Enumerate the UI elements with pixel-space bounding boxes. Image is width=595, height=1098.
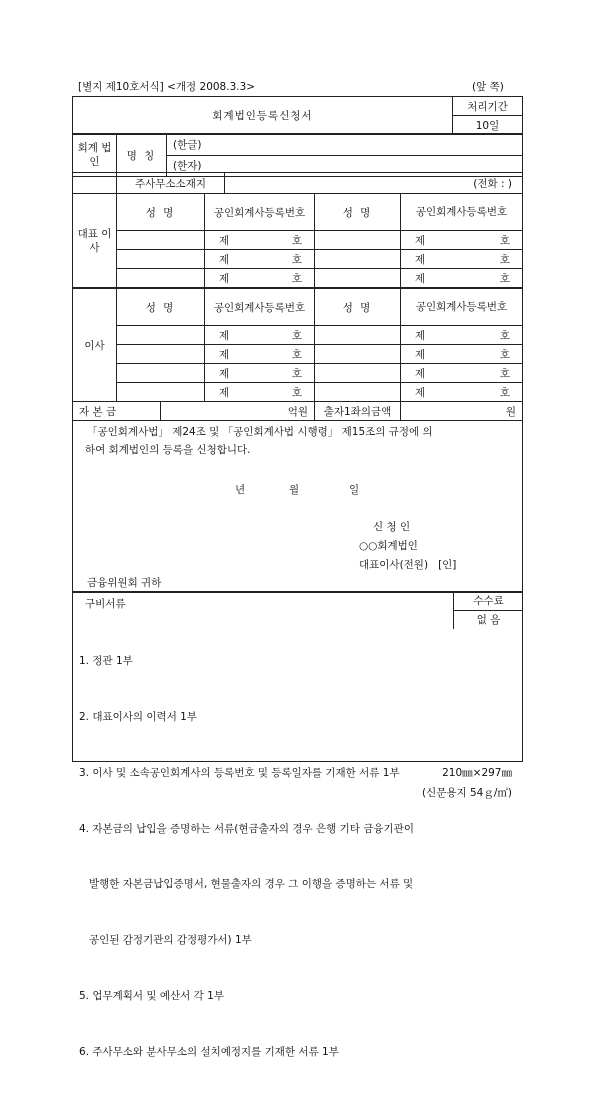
rep-directors-table bbox=[72, 193, 523, 288]
documents-list bbox=[79, 615, 414, 1098]
directors-table bbox=[72, 288, 523, 402]
col-regno-1: 공인회계사등록번호 bbox=[205, 289, 315, 326]
capital-amount-field[interactable]: 억원 bbox=[161, 402, 315, 421]
capital-table bbox=[72, 401, 523, 421]
date-day: 일 bbox=[349, 484, 360, 496]
document-item: 5. 업무계획서 및 예산서 각 1부 bbox=[79, 989, 224, 1002]
document-item: 6. 주사무소와 분사무소의 설치예정지를 기재한 서류 1부 bbox=[79, 1045, 339, 1058]
office-address-field[interactable]: (전화 : ) bbox=[225, 173, 523, 194]
applicant-label: 신 청 인 bbox=[373, 521, 411, 533]
document-item: 2. 대표이사의 이력서 1부 bbox=[79, 710, 197, 723]
investment-label: 출자1좌의금액 bbox=[315, 402, 401, 421]
rep-regno-field[interactable]: 제 호 bbox=[415, 253, 510, 266]
col-name-1: 성 명 bbox=[117, 289, 205, 326]
document-item: 발행한 자본금납입증명서, 현물출자의 경우 그 이행을 증명하는 서류 및 bbox=[79, 878, 414, 891]
applicant-signature[interactable]: 대표이사(전원) [인] bbox=[359, 559, 457, 571]
title-table bbox=[72, 96, 523, 135]
form-title: 회계법인등록신청서 bbox=[73, 97, 453, 135]
director-name-field[interactable] bbox=[117, 326, 205, 345]
rep-directors-label: 대표 이사 bbox=[73, 194, 117, 288]
firm-table bbox=[72, 133, 523, 177]
rep-regno-field[interactable]: 제 호 bbox=[219, 234, 302, 247]
director-regno-field[interactable]: 제 호 bbox=[415, 386, 510, 399]
col-name-2: 성 명 bbox=[315, 194, 401, 231]
director-regno-field[interactable]: 제 호 bbox=[415, 367, 510, 380]
document-item: 공인된 감정기관의 감정평가서) 1부 bbox=[79, 934, 252, 947]
paper-size: 210㎜×297㎜ bbox=[442, 767, 512, 779]
director-name-field[interactable] bbox=[315, 383, 401, 402]
col-regno-2: 공인회계사등록번호 bbox=[401, 194, 523, 231]
col-regno-1: 공인회계사등록번호 bbox=[205, 194, 315, 231]
firm-name-korean-field[interactable]: (한글) bbox=[167, 134, 523, 156]
processing-value: 10일 bbox=[453, 116, 523, 135]
capital-label: 자 본 금 bbox=[73, 402, 161, 421]
rep-regno-field[interactable]: 제 호 bbox=[219, 253, 302, 266]
document-item: 1. 정관 1부 bbox=[79, 655, 133, 668]
director-name-field[interactable] bbox=[117, 364, 205, 383]
director-name-field[interactable] bbox=[117, 383, 205, 402]
col-name-2: 성 명 bbox=[315, 289, 401, 326]
fee-box bbox=[453, 593, 523, 629]
col-regno-2: 공인회계사등록번호 bbox=[401, 289, 523, 326]
rep-name-field[interactable] bbox=[315, 269, 401, 288]
rep-name-field[interactable] bbox=[315, 231, 401, 250]
documents-title: 구비서류 bbox=[85, 598, 126, 610]
firm-group-label: 회계 법인 bbox=[73, 134, 117, 177]
rep-regno-field[interactable]: 제 호 bbox=[415, 272, 510, 285]
office-blank bbox=[73, 173, 117, 194]
form-number: [별지 제10호서식] <개정 2008.3.3> bbox=[78, 81, 256, 93]
rep-regno-field[interactable]: 제 호 bbox=[415, 234, 510, 247]
director-regno-field[interactable]: 제 호 bbox=[219, 329, 302, 342]
firm-name-hanja-field[interactable]: (한자) bbox=[167, 155, 523, 177]
rep-name-field[interactable] bbox=[117, 269, 205, 288]
firm-name-label: 명 칭 bbox=[117, 134, 167, 177]
director-name-field[interactable] bbox=[117, 345, 205, 364]
rep-name-field[interactable] bbox=[117, 250, 205, 269]
directors-label: 이사 bbox=[73, 289, 117, 402]
director-name-field[interactable] bbox=[315, 326, 401, 345]
office-table bbox=[72, 172, 523, 194]
paper-spec: (신문용지 54ｇ/㎡) bbox=[421, 787, 512, 799]
director-regno-field[interactable]: 제 호 bbox=[219, 367, 302, 380]
rep-regno-field[interactable]: 제 호 bbox=[219, 272, 302, 285]
document-item: 3. 이사 및 소속공인회계사의 등록번호 및 등록일자를 기재한 서류 1부 bbox=[79, 766, 400, 779]
rep-name-field[interactable] bbox=[315, 250, 401, 269]
date-month: 월 bbox=[289, 484, 300, 496]
statement-line2: 하여 회계법인의 등록을 신청합니다. bbox=[85, 444, 251, 456]
addressee: 금융위원회 귀하 bbox=[87, 577, 162, 589]
date-year: 년 bbox=[235, 484, 246, 496]
processing-label: 처리기간 bbox=[453, 97, 523, 116]
director-regno-field[interactable]: 제 호 bbox=[219, 348, 302, 361]
director-regno-field[interactable]: 제 호 bbox=[415, 329, 510, 342]
office-label: 주사무소소재지 bbox=[117, 173, 225, 194]
director-regno-field[interactable]: 제 호 bbox=[415, 348, 510, 361]
statement-line1: 「공인회계사법」 제24조 및 「공인회계사법 시행령」 제15조의 규정에 의 bbox=[87, 426, 433, 438]
director-name-field[interactable] bbox=[315, 364, 401, 383]
page-side-label: (앞 쪽) bbox=[472, 81, 504, 93]
document-item: 4. 자본금의 납입을 증명하는 서류(현금출자의 경우 은행 기타 금융기관이 bbox=[79, 822, 414, 835]
director-name-field[interactable] bbox=[315, 345, 401, 364]
statement-box bbox=[72, 420, 523, 592]
investment-amount-field[interactable]: 원 bbox=[401, 402, 523, 421]
col-name-1: 성 명 bbox=[117, 194, 205, 231]
fee-value: 없 음 bbox=[476, 614, 501, 626]
director-regno-field[interactable]: 제 호 bbox=[219, 386, 302, 399]
rep-name-field[interactable] bbox=[117, 231, 205, 250]
fee-label: 수수료 bbox=[454, 593, 523, 611]
applicant-firm: ○○회계법인 bbox=[359, 540, 418, 552]
